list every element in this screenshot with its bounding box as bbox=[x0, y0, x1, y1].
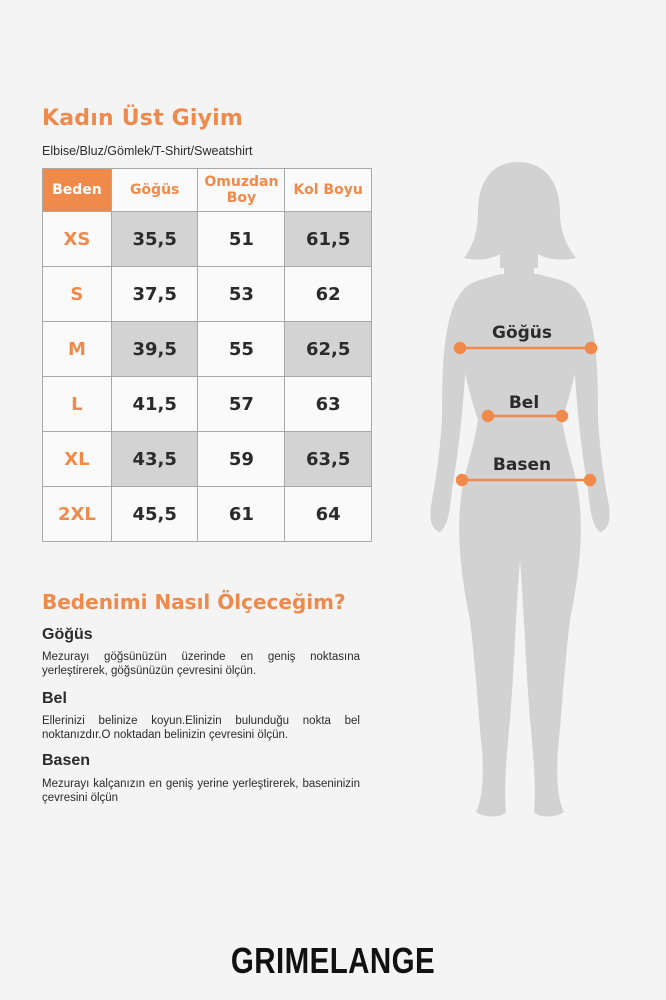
table-row bbox=[43, 212, 372, 267]
hip-dot-right bbox=[585, 475, 595, 485]
gogus-value: 35,5 bbox=[111, 212, 198, 267]
omuzdan-boy-value: 55 bbox=[198, 322, 285, 377]
waist-label: Bel bbox=[508, 393, 540, 413]
page-subtitle: Elbise/Bluz/Gömlek/T-Shirt/Sweatshirt bbox=[42, 144, 253, 158]
waist-instructions: Ellerinizi belinize koyun.Elinizin bulunduğu nokta bel noktanızdır.O noktadan belinizin çevresini ölçün. bbox=[42, 715, 360, 741]
torso-shape bbox=[454, 274, 586, 817]
omuzdan-boy-value: 51 bbox=[198, 212, 285, 267]
chest-label: Göğüs bbox=[491, 323, 553, 343]
gogus-value: 39,5 bbox=[111, 322, 198, 377]
waist-dot-right bbox=[557, 411, 567, 421]
size-table bbox=[42, 168, 372, 542]
kol-boyu-value: 63,5 bbox=[285, 432, 372, 487]
omuzdan-boy-value: 59 bbox=[198, 432, 285, 487]
chest-heading: Göğüs bbox=[42, 626, 93, 643]
size-label: S bbox=[43, 267, 112, 322]
right-arm bbox=[574, 300, 610, 532]
table-row bbox=[43, 377, 372, 432]
chest-instructions: Mezurayı göğsünüzün üzerinde en geniş noktasına yerleştirerek, göğsünüzün çevresini ölçün. bbox=[42, 651, 360, 677]
omuzdan-boy-value: 57 bbox=[198, 377, 285, 432]
omuzdan-boy-value: 61 bbox=[198, 487, 285, 542]
hip-label: Basen bbox=[492, 455, 552, 475]
table-row bbox=[43, 267, 372, 322]
column-header-kol-boyu: Kol Boyu bbox=[285, 169, 372, 212]
waist-dot-left bbox=[483, 411, 493, 421]
hip-dot-left bbox=[457, 475, 467, 485]
chest-dot-left bbox=[455, 343, 465, 353]
table-row bbox=[43, 322, 372, 377]
kol-boyu-value: 63 bbox=[285, 377, 372, 432]
kol-boyu-value: 62 bbox=[285, 267, 372, 322]
gogus-value: 41,5 bbox=[111, 377, 198, 432]
size-table-header bbox=[43, 169, 372, 212]
hip-heading: Basen bbox=[42, 752, 91, 769]
kol-boyu-value: 62,5 bbox=[285, 322, 372, 377]
table-row bbox=[43, 432, 372, 487]
column-header-omuzdan-boy: Omuzdan Boy bbox=[198, 169, 285, 212]
size-label: 2XL bbox=[43, 487, 112, 542]
column-header-beden: Beden bbox=[43, 169, 112, 212]
chest-dot-right bbox=[586, 343, 596, 353]
size-label: XL bbox=[43, 432, 112, 487]
size-label: M bbox=[43, 322, 112, 377]
kol-boyu-value: 64 bbox=[285, 487, 372, 542]
hip-instructions: Mezurayı kalçanızın en geniş yerine yerleştirerek, baseninizin çevresini ölçün bbox=[42, 778, 360, 804]
table-row bbox=[43, 487, 372, 542]
size-label: L bbox=[43, 377, 112, 432]
omuzdan-boy-value: 53 bbox=[198, 267, 285, 322]
gogus-value: 43,5 bbox=[111, 432, 198, 487]
waist-heading: Bel bbox=[42, 690, 67, 707]
gogus-value: 37,5 bbox=[111, 267, 198, 322]
column-header-gogus: Göğüs bbox=[111, 169, 198, 212]
brand-logo: GRIMELANGE bbox=[230, 940, 436, 981]
page-title: Kadın Üst Giyim bbox=[42, 106, 244, 131]
kol-boyu-value: 61,5 bbox=[285, 212, 372, 267]
left-arm bbox=[430, 300, 466, 532]
size-label: XS bbox=[43, 212, 112, 267]
head-shape bbox=[464, 162, 576, 268]
body-silhouette bbox=[420, 150, 620, 830]
gogus-value: 45,5 bbox=[111, 487, 198, 542]
howto-title: Bedenimi Nasıl Ölçeceğim? bbox=[42, 590, 346, 614]
